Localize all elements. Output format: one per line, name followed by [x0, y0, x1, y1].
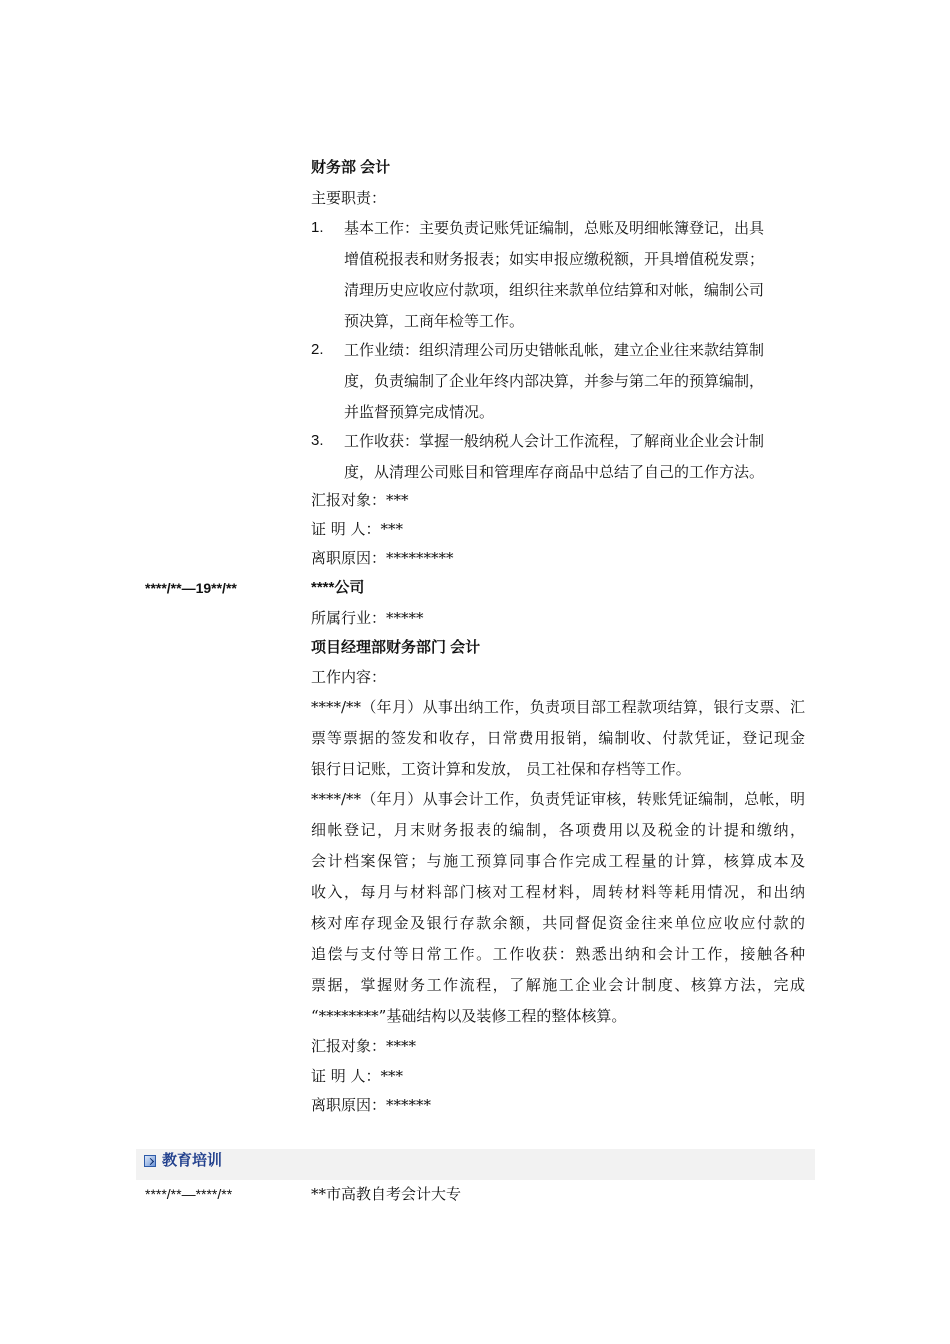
job1-item-line: 基本工作：主要负责记账凭证编制，总账及明细帐簿登记，出具	[344, 219, 765, 237]
job2-paragraph-line: ****/**（年月）从事会计工作，负责凭证审核，转账凭证编制，总帐，明	[311, 790, 805, 808]
job2-position: 项目经理部财务部门 会计	[311, 639, 481, 656]
job1-item-number: 3.	[311, 432, 324, 449]
job1-item-line: 工作业绩：组织清理公司历史错帐乱帐，建立企业往来款结算制	[344, 341, 765, 359]
job2-paragraph-line: 会计档案保管；与施工预算同事合作完成工程量的计算，核算成本及	[311, 852, 805, 870]
job2-date: ****/**—19**/**	[145, 580, 237, 596]
job2-paragraph-line: “********”基础结构以及装修工程的整体核算。	[311, 1007, 627, 1025]
job1-reference: 证 明 人：***	[311, 520, 404, 538]
job2-paragraph-line: ****/**（年月）从事出纳工作，负责项目部工程款项结算，银行支票、汇	[311, 698, 805, 716]
job2-content-label: 工作内容：	[311, 668, 387, 686]
job1-duties-label: 主要职责：	[311, 189, 387, 207]
job1-item-line: 增值税报表和财务报表；如实申报应缴税额，开具增值税发票；	[344, 250, 765, 268]
job2-paragraph-line: 细帐登记，月末财务报表的编制，各项费用以及税金的计提和缴纳，	[311, 821, 805, 839]
job2-paragraph-line: 银行日记账，工资计算和发放， 员工社保和存档等工作。	[311, 760, 691, 778]
education-date: ****/**—****/**	[145, 1186, 233, 1202]
job1-item-line: 度，负责编制了企业年终内部决算，并参与第二年的预算编制，	[344, 372, 765, 390]
job1-item-line: 度，从清理公司账目和管理库存商品中总结了自己的工作方法。	[344, 463, 765, 481]
job2-paragraph-line: 票等票据的签发和收存，日常费用报销，编制收、付款凭证，登记现金	[311, 729, 805, 747]
job2-paragraph-line: 收入，每月与材料部门核对工程材料，周转材料等耗用情况，和出纳	[311, 883, 805, 901]
job2-report-to: 汇报对象：****	[311, 1037, 417, 1055]
job2-paragraph-line: 票据，掌握财务工作流程，了解施工企业会计制度、核算方法，完成	[311, 976, 805, 994]
section-arrow-icon	[144, 1155, 156, 1167]
job1-report-to: 汇报对象：***	[311, 491, 409, 509]
section-header-bar	[136, 1149, 815, 1180]
job1-item-line: 清理历史应收应付款项，组织往来款单位结算和对帐，编制公司	[344, 281, 765, 299]
job1-leave-reason: 离职原因：*********	[311, 549, 454, 567]
job1-item-line: 并监督预算完成情况。	[344, 403, 495, 421]
job2-leave-reason: 离职原因：******	[311, 1096, 432, 1114]
job1-item-line: 工作收获：掌握一般纳税人会计工作流程，了解商业企业会计制	[344, 432, 765, 450]
job2-reference: 证 明 人：***	[311, 1067, 404, 1085]
job2-paragraph-line: 追偿与支付等日常工作。工作收获：熟悉出纳和会计工作，接触各种	[311, 945, 805, 963]
section-title-education: 教育培训	[162, 1152, 223, 1169]
job2-industry: 所属行业：*****	[311, 609, 424, 627]
job1-item-number: 1.	[311, 219, 324, 236]
job2-paragraph-line: 核对库存现金及银行存款余额，共同督促资金往来单位应收应付款的	[311, 914, 805, 932]
job2-company: ****公司	[311, 579, 365, 596]
education-school: **市高教自考会计大专	[311, 1185, 462, 1203]
job1-item-number: 2.	[311, 341, 324, 358]
job1-item-line: 预决算，工商年检等工作。	[344, 312, 525, 330]
job1-position: 财务部 会计	[311, 159, 391, 176]
